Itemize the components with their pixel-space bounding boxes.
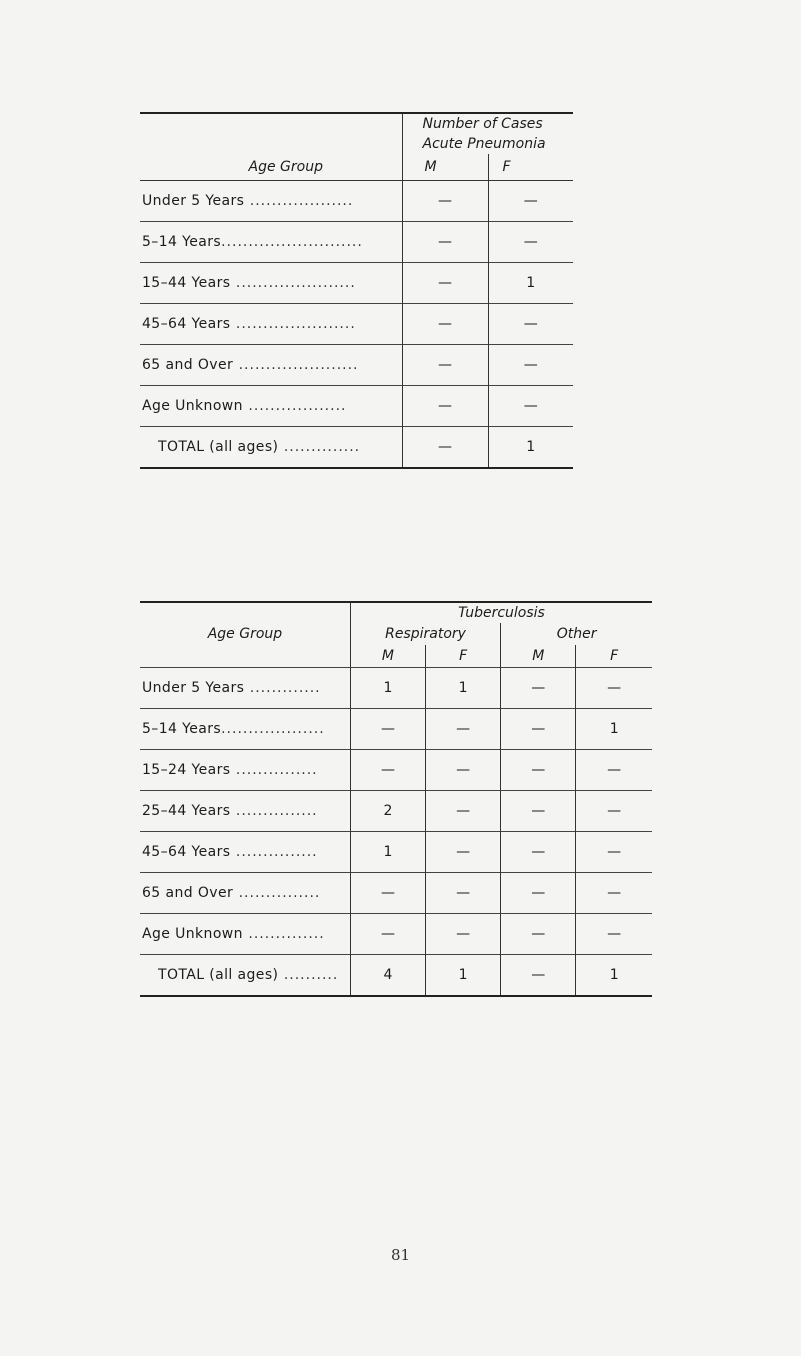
acute-pneumonia-table	[140, 112, 573, 469]
table-row: Age Unknown .................. — —	[140, 386, 573, 427]
row-label: Under 5 Years	[142, 680, 245, 696]
page-number: 81	[390, 1246, 411, 1264]
header-other: Other	[501, 623, 652, 645]
table-row-total: TOTAL (all ages) .......... 4 1 — 1	[140, 955, 652, 997]
cell-other-m: —	[501, 873, 576, 914]
table-row-total: TOTAL (all ages) .............. — 1	[140, 427, 573, 469]
cell-other-f: 1	[576, 955, 652, 997]
cell-resp-m: —	[350, 873, 425, 914]
cell-other-f: —	[576, 750, 652, 791]
cell-m: —	[402, 181, 488, 222]
row-label: 25–44 Years	[142, 803, 231, 819]
cell-other-f: —	[576, 668, 652, 709]
table-row: Age Unknown .............. — — — —	[140, 914, 652, 955]
cell-resp-f: —	[426, 914, 501, 955]
cell-resp-f: —	[426, 873, 501, 914]
row-label: 45–64 Years	[142, 844, 231, 860]
table-row: 15–44 Years ...................... — 1	[140, 263, 573, 304]
header-m: M	[402, 154, 488, 181]
table-row: 15–24 Years ............... — — — —	[140, 750, 652, 791]
row-label: Age Unknown	[142, 926, 243, 942]
cell-resp-f: 1	[426, 668, 501, 709]
tuberculosis-table	[140, 601, 652, 997]
cell-resp-f: —	[426, 791, 501, 832]
cell-m: —	[402, 345, 488, 386]
cell-m: —	[402, 386, 488, 427]
row-label: TOTAL (all ages)	[158, 439, 279, 455]
cell-other-f: —	[576, 914, 652, 955]
cell-m: —	[402, 222, 488, 263]
cell-f: —	[488, 181, 573, 222]
table-row: 45–64 Years ............... 1 — — —	[140, 832, 652, 873]
cell-other-m: —	[501, 709, 576, 750]
row-label: Age Unknown	[142, 398, 243, 414]
header-resp-f: F	[426, 645, 501, 668]
cell-resp-m: —	[350, 750, 425, 791]
row-label: 15–44 Years	[142, 275, 231, 291]
row-label: Under 5 Years	[142, 193, 245, 209]
cell-other-m: —	[501, 832, 576, 873]
cell-resp-m: 1	[350, 668, 425, 709]
header-resp-m: M	[350, 645, 425, 668]
header-other-f: F	[576, 645, 652, 668]
table-row: 5–14 Years.......................... — —	[140, 222, 573, 263]
cell-resp-m: 4	[350, 955, 425, 997]
header-f: F	[488, 154, 573, 181]
row-label: 5–14 Years	[142, 721, 222, 737]
cell-other-m: —	[501, 750, 576, 791]
header-respiratory: Respiratory	[350, 623, 500, 645]
cell-other-f: 1	[576, 709, 652, 750]
header-acute-pneumonia: Acute Pneumonia	[402, 134, 573, 154]
cell-resp-m: 1	[350, 832, 425, 873]
cell-f: 1	[488, 427, 573, 469]
cell-m: —	[402, 304, 488, 345]
cell-resp-f: —	[426, 832, 501, 873]
cell-resp-f: 1	[426, 955, 501, 997]
cell-f: —	[488, 222, 573, 263]
cell-other-f: —	[576, 873, 652, 914]
table-row: Under 5 Years ............. 1 1 — —	[140, 668, 652, 709]
row-label: 15–24 Years	[142, 762, 231, 778]
cell-f: 1	[488, 263, 573, 304]
header-age-group: Age Group	[248, 159, 323, 175]
cell-resp-m: —	[350, 914, 425, 955]
table-row: 5–14 Years................... — — — 1	[140, 709, 652, 750]
cell-resp-f: —	[426, 709, 501, 750]
cell-other-f: —	[576, 832, 652, 873]
cell-other-m: —	[501, 955, 576, 997]
cell-resp-f: —	[426, 750, 501, 791]
row-label: TOTAL (all ages)	[158, 967, 279, 983]
cell-f: —	[488, 304, 573, 345]
row-label: 45–64 Years	[142, 316, 231, 332]
cell-other-m: —	[501, 791, 576, 832]
header-tuberculosis: Tuberculosis	[350, 602, 652, 623]
table-row: 65 and Over ............... — — — —	[140, 873, 652, 914]
cell-other-m: —	[501, 914, 576, 955]
table-row: 65 and Over ...................... — —	[140, 345, 573, 386]
cell-m: —	[402, 263, 488, 304]
row-label: 65 and Over	[142, 357, 234, 373]
table-row: 45–64 Years ...................... — —	[140, 304, 573, 345]
cell-m: —	[402, 427, 488, 469]
header-other-m: M	[501, 645, 576, 668]
table-row: 25–44 Years ............... 2 — — —	[140, 791, 652, 832]
cell-resp-m: 2	[350, 791, 425, 832]
cell-f: —	[488, 345, 573, 386]
header-age-group: Age Group	[207, 626, 283, 642]
row-label: 5–14 Years	[142, 234, 222, 250]
cell-other-f: —	[576, 791, 652, 832]
cell-resp-m: —	[350, 709, 425, 750]
row-label: 65 and Over	[142, 885, 234, 901]
header-number-of-cases: Number of Cases	[402, 113, 573, 134]
cell-other-m: —	[501, 668, 576, 709]
cell-f: —	[488, 386, 573, 427]
table-row: Under 5 Years ................... — —	[140, 181, 573, 222]
